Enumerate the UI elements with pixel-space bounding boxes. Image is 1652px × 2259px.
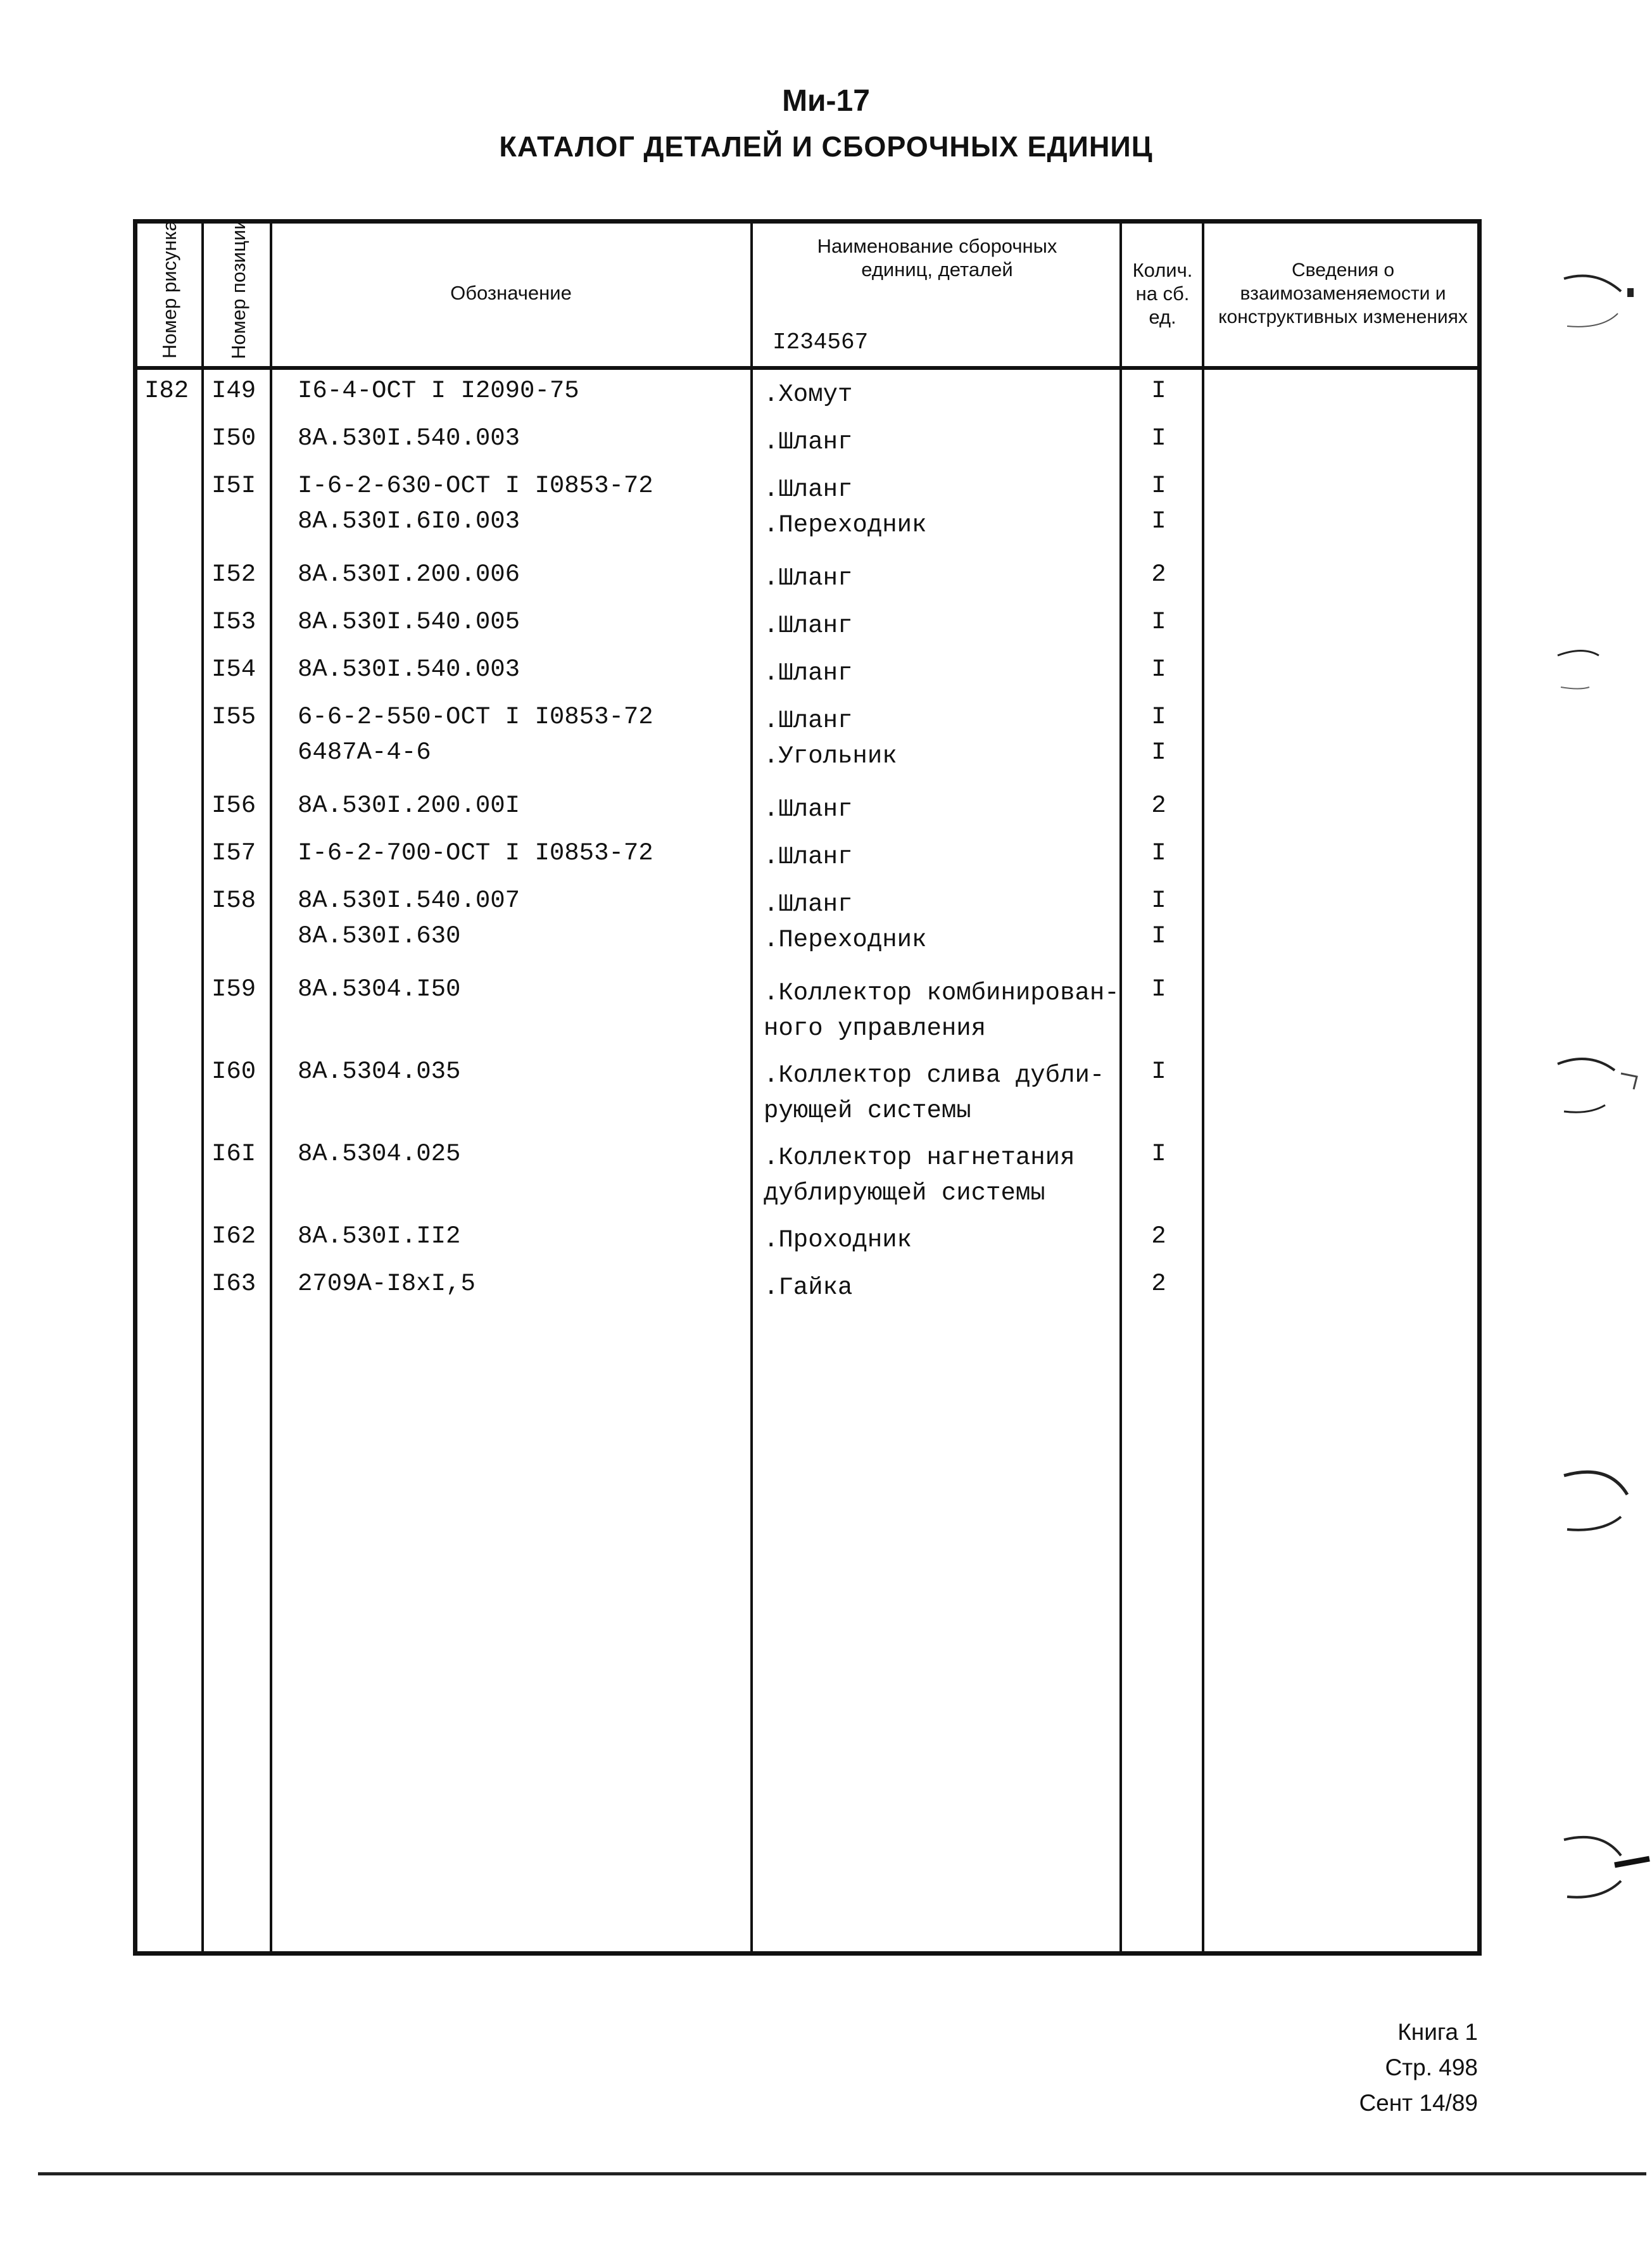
column-divider	[750, 219, 753, 1956]
binder-hole-mark	[1551, 1457, 1646, 1539]
position-number: I55	[211, 703, 256, 731]
header-figure-no: Номер рисунка	[158, 220, 180, 359]
position-number: I62	[211, 1222, 256, 1250]
part-name-cell: .Шланг	[764, 843, 853, 871]
quantity-cell: I	[1151, 975, 1166, 1003]
position-number: I60	[211, 1058, 256, 1085]
quantity-cell: I	[1151, 655, 1166, 683]
position-number: I57	[211, 839, 256, 867]
quantity-cell: I	[1151, 839, 1166, 867]
quantity-cell: I	[1151, 507, 1166, 535]
position-number: I54	[211, 655, 256, 683]
header-designation: Обозначение	[450, 282, 572, 304]
part-name-cell: .Переходник	[764, 926, 927, 954]
designation-cell: 6-6-2-550-ОСТ I I0853-72	[298, 703, 653, 731]
position-number: I49	[211, 377, 256, 405]
footer-book: Книга 1	[1397, 2019, 1478, 2045]
part-name-cell: .Хомут	[764, 381, 853, 408]
header-name-level: I234567	[772, 329, 869, 355]
part-name-cell: .Шланг	[764, 707, 853, 735]
position-number: I5I	[211, 472, 256, 500]
quantity-cell: I	[1151, 424, 1166, 452]
header-name: Наименование сборочных единиц, деталей	[817, 235, 1057, 281]
quantity-cell: I	[1151, 703, 1166, 731]
header-qty: Колич. на сб. ед.	[1132, 259, 1193, 328]
designation-cell: 6487А-4-6	[298, 738, 431, 766]
footer-date: Сент 14/89	[1359, 2090, 1478, 2116]
quantity-cell: I	[1151, 377, 1166, 405]
position-number: I53	[211, 608, 256, 636]
designation-cell: 8А.530I.540.003	[298, 655, 520, 683]
designation-cell: 2709А-I8xI,5	[298, 1270, 476, 1298]
designation-cell: I6-4-ОСТ I I2090-75	[298, 377, 579, 405]
header-position-no: Номер позиции	[227, 218, 249, 359]
designation-cell: 8А.5304.025	[298, 1140, 461, 1168]
designation-cell: 8А.530I.630	[298, 922, 461, 950]
part-name-cell: .Переходник	[764, 511, 927, 539]
part-name-cell: .Шланг	[764, 428, 853, 456]
part-name-cell: .Шланг	[764, 612, 853, 640]
quantity-cell: I	[1151, 1058, 1166, 1085]
designation-cell: I-6-2-700-ОСТ I I0853-72	[298, 839, 653, 867]
part-name-cell: .Коллектор комбинирован- ного управления	[764, 979, 1119, 1042]
part-name-cell: .Коллектор нагнетания дублирующей системы	[764, 1144, 1075, 1207]
part-name-cell: .Шланг	[764, 795, 853, 823]
position-number: I58	[211, 887, 256, 914]
column-divider	[1202, 219, 1204, 1956]
figure-number: I82	[144, 377, 189, 405]
part-name-cell: .Гайка	[764, 1274, 853, 1301]
quantity-cell: I	[1151, 472, 1166, 500]
designation-cell: 8А.530I.540.003	[298, 424, 520, 452]
binder-hole-mark	[1551, 266, 1646, 336]
binder-hole-mark	[1551, 1824, 1652, 1906]
quantity-cell: 2	[1151, 1270, 1166, 1298]
page-bottom-rule	[38, 2172, 1646, 2175]
designation-cell: 8А.530I.6I0.003	[298, 507, 520, 535]
binder-hole-mark	[1551, 636, 1627, 693]
position-number: I63	[211, 1270, 256, 1298]
binder-hole-mark	[1551, 1051, 1646, 1121]
quantity-cell: I	[1151, 608, 1166, 636]
page-title-catalog: КАТАЛОГ ДЕТАЛЕЙ И СБОРОЧНЫХ ЕДИНИЦ	[499, 130, 1153, 163]
designation-cell: I-6-2-630-ОСТ I I0853-72	[298, 472, 653, 500]
quantity-cell: 2	[1151, 560, 1166, 588]
designation-cell: 8А.530I.II2	[298, 1222, 461, 1250]
designation-cell: 8А.5304.035	[298, 1058, 461, 1085]
quantity-cell: 2	[1151, 1222, 1166, 1250]
position-number: I52	[211, 560, 256, 588]
designation-cell: 8А.5304.I50	[298, 975, 461, 1003]
header-divider	[133, 366, 1482, 370]
position-number: I6I	[211, 1140, 256, 1168]
quantity-cell: I	[1151, 922, 1166, 950]
part-name-cell: .Шланг	[764, 476, 853, 503]
part-name-cell: .Проходник	[764, 1226, 912, 1254]
position-number: I59	[211, 975, 256, 1003]
part-name-cell: .Шланг	[764, 564, 853, 592]
quantity-cell: 2	[1151, 792, 1166, 819]
designation-cell: 8А.530I.200.006	[298, 560, 520, 588]
page-title-model: Ми-17	[782, 84, 870, 118]
quantity-cell: I	[1151, 738, 1166, 766]
part-name-cell: .Шланг	[764, 890, 853, 918]
footer-page: Стр. 498	[1385, 2054, 1478, 2080]
part-name-cell: .Коллектор слива дубли- рующей системы	[764, 1061, 1105, 1125]
designation-cell: 8А.530I.200.00I	[298, 792, 520, 819]
designation-cell: 8А.530I.540.007	[298, 887, 520, 914]
column-divider	[201, 219, 204, 1956]
quantity-cell: I	[1151, 887, 1166, 914]
position-number: I50	[211, 424, 256, 452]
column-divider	[270, 219, 272, 1956]
part-name-cell: .Угольник	[764, 742, 897, 770]
part-name-cell: .Шланг	[764, 659, 853, 687]
header-info: Сведения о взаимозаменяемости и конструктивных изменениях	[1218, 260, 1468, 327]
position-number: I56	[211, 792, 256, 819]
designation-cell: 8А.530I.540.005	[298, 608, 520, 636]
quantity-cell: I	[1151, 1140, 1166, 1168]
